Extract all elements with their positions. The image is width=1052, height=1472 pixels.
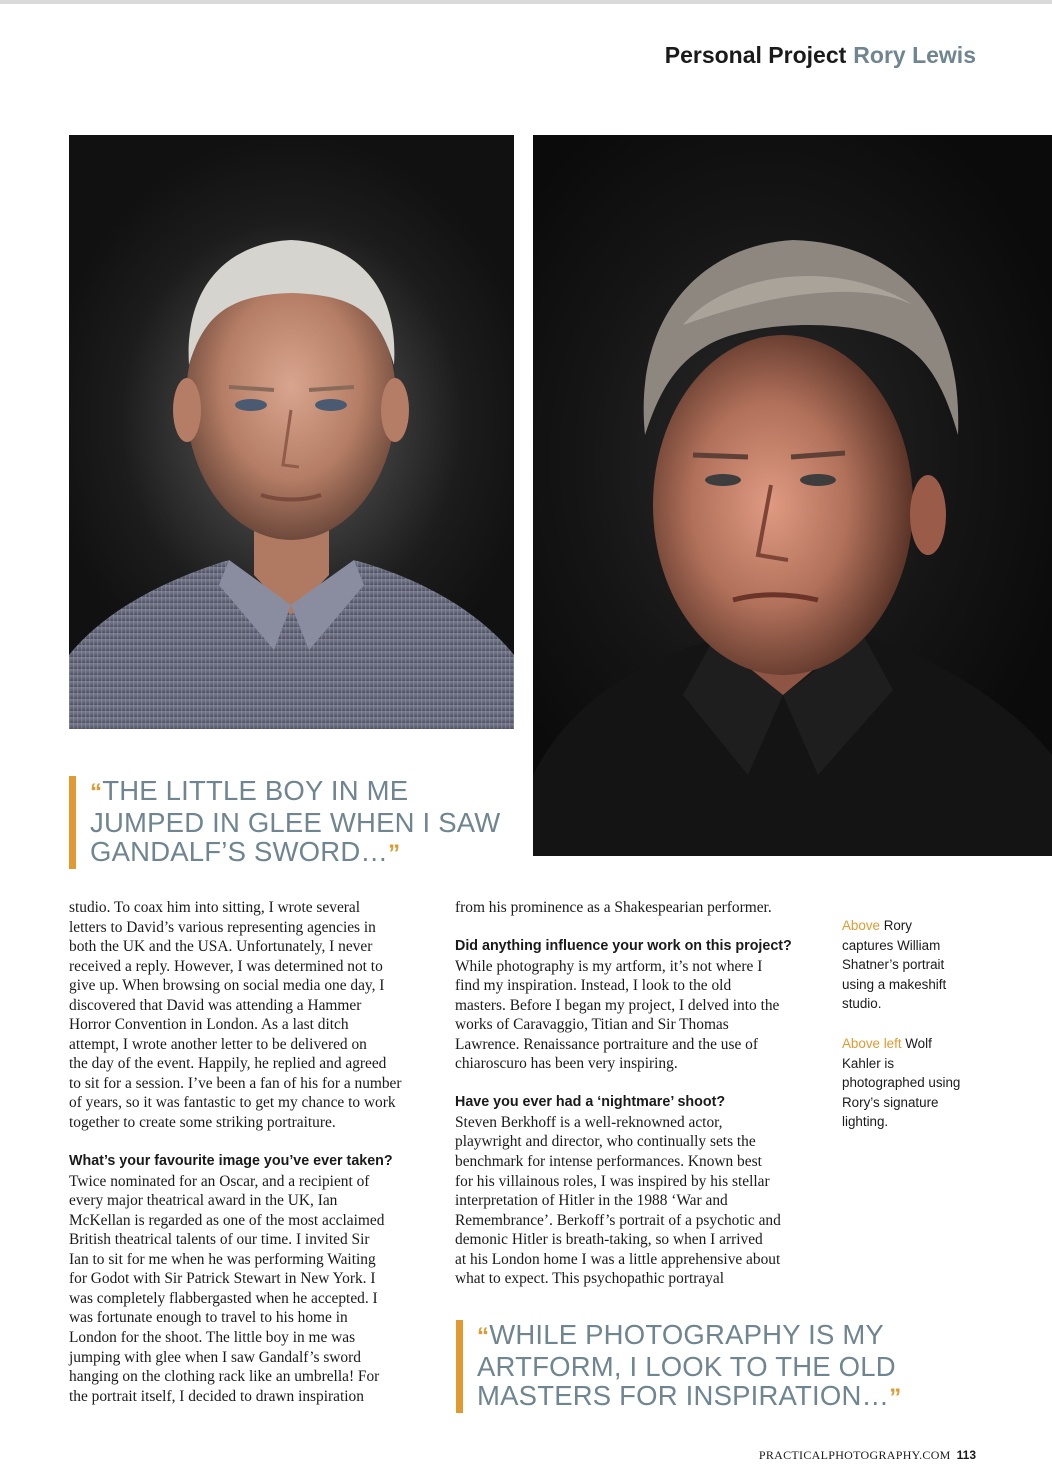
body-line: Steven Berkhoff is a well-reknowned actor, (455, 1113, 723, 1131)
body-line: what to expect. This psychopathic portrayal (455, 1270, 724, 1288)
body-line: London for the shoot. The little boy in me was (69, 1328, 356, 1346)
body-line: for Godot with Sir Patrick Stewart in New York. I (69, 1270, 376, 1288)
pull-quote-line: MASTERS FOR INSPIRATION… (477, 1380, 890, 1411)
section-title: Personal Project (664, 42, 847, 68)
body-line: the day of the event. Happily, he replied and agreed (69, 1055, 387, 1073)
caption-line: Wolf (901, 1036, 932, 1051)
page-footer (759, 1448, 976, 1463)
caption-line: using a makeshift (842, 976, 947, 992)
close-quote-mark: ” (889, 1384, 902, 1411)
body-line: give up. When browsing on social media one day, I (69, 977, 385, 995)
body-line: works of Caravaggio, Titian and Sir Thomas (455, 1016, 729, 1034)
caption-lead: Above left (842, 1036, 902, 1051)
open-quote-mark: “ (477, 1323, 490, 1350)
body-line: Remembrance’. Berkoff’s portrait of a psychotic and (455, 1211, 781, 1229)
caption-line: Kahler is (842, 1055, 895, 1071)
open-quote-mark: “ (90, 779, 103, 806)
page-number: 113 (956, 1448, 976, 1462)
caption-above-left (842, 1034, 982, 1132)
caption-line: photographed using (842, 1075, 961, 1090)
pull-quote-line: WHILE PHOTOGRAPHY IS MY (489, 1319, 884, 1350)
pull-quote-line: GANDALF’S SWORD… (90, 836, 389, 867)
website-url: PRACTICALPHOTOGRAPHY.COM (758, 1448, 951, 1462)
body-line: discovered that David was attending a Hammer (69, 996, 362, 1014)
caption-line: Rory’s signature (842, 1094, 939, 1110)
body-line: the portrait itself, I decided to drawn inspiration (69, 1387, 364, 1405)
body-line: McKellan is regarded as one of the most acclaimed (69, 1211, 385, 1229)
pull-quote-inspiration (456, 1320, 937, 1413)
caption-line: captures William (842, 937, 941, 953)
body-line: demonic Hitler is breath-taking, so when I arrived (455, 1231, 763, 1249)
question-heading: Have you ever had a ‘nightmare’ shoot? (455, 1094, 726, 1111)
caption-line: Rory (879, 918, 912, 933)
body-line: at his London home I was a little apprehensive about (455, 1250, 781, 1268)
portrait-left-illustration (69, 135, 514, 729)
question-heading: What’s your favourite image you’ve ever taken? (69, 1153, 393, 1170)
body-line: masters. Before I began my project, I delved into the (455, 996, 780, 1014)
top-rule (0, 0, 1052, 4)
pull-quote-gandalf (69, 776, 530, 869)
pull-quote-line: THE LITTLE BOY IN ME (102, 775, 409, 806)
body-column-1 (69, 898, 441, 1406)
running-header (665, 42, 976, 69)
body-line: letters to David’s various representing agencies in (69, 918, 376, 936)
portrait-right-illustration (533, 135, 1052, 856)
body-line: British theatrical talents of our time. I invited Sir (69, 1231, 370, 1249)
body-line: of years, so it was fantastic to get my chance to work (69, 1094, 396, 1112)
body-line: benchmark for intense performances. Known best (455, 1153, 762, 1171)
question-heading: Did anything influence your work on this project? (455, 938, 792, 955)
caption-line: studio. (842, 996, 882, 1011)
body-line: from his prominence as a Shakespearian performer. (455, 899, 772, 916)
body-line: Lawrence. Renaissance portraiture and the use of (455, 1035, 758, 1053)
portrait-photo-left (69, 135, 514, 729)
body-line: Horror Convention in London. As a last ditch (69, 1016, 349, 1034)
caption-lead: Above (842, 918, 880, 933)
pull-quote-line: JUMPED IN GLEE WHEN I SAW (90, 806, 501, 838)
body-line: playwright and director, who continually sets the (455, 1133, 756, 1151)
body-line: for his villainous roles, I was inspired by his stellar (455, 1172, 770, 1190)
caption-line: lighting. (842, 1114, 889, 1129)
body-line: While photography is my artform, it’s not where I (455, 957, 763, 975)
body-line: was completely flabbergasted when he accepted. I (69, 1289, 378, 1307)
body-line: hanging on the clothing rack like an umbrella! For (69, 1368, 380, 1386)
body-line: Ian to sit for me when he was performing Waiting (69, 1250, 376, 1268)
pull-quote-line: ARTFORM, I LOOK TO THE OLD (477, 1350, 896, 1382)
body-line: received a reply. However, I was determined not to (69, 957, 383, 975)
body-line: Twice nominated for an Oscar, and a recipient of (69, 1172, 370, 1190)
body-line: jumping with glee when I saw Gandalf’s sword (69, 1348, 361, 1366)
body-line: attempt, I wrote another letter to be delivered on (69, 1035, 367, 1053)
body-line: together to create some striking portraiture. (69, 1114, 336, 1132)
body-line: studio. To coax him into sitting, I wrote several (69, 899, 361, 916)
body-line: every major theatrical award in the UK, Ian (69, 1192, 338, 1210)
body-line: to sit for a session. I’ve been a fan of his for a number (69, 1074, 402, 1092)
close-quote-mark: ” (388, 840, 401, 867)
caption-above (842, 916, 982, 1014)
body-column-2 (455, 898, 827, 1289)
body-line: find my inspiration. Instead, I look to the old (455, 977, 732, 995)
body-line: interpretation of Hitler in the 1988 ‘War and (455, 1192, 728, 1210)
body-line: was fortunate enough to travel to his home in (69, 1309, 348, 1327)
caption-line: Shatner’s portrait (842, 957, 945, 972)
body-line: both the UK and the USA. Unfortunately, I never (69, 938, 373, 956)
portrait-photo-right (533, 135, 1052, 856)
body-line: chiaroscuro has been very inspiring. (455, 1055, 678, 1073)
photographer-name: Rory Lewis (853, 42, 976, 68)
